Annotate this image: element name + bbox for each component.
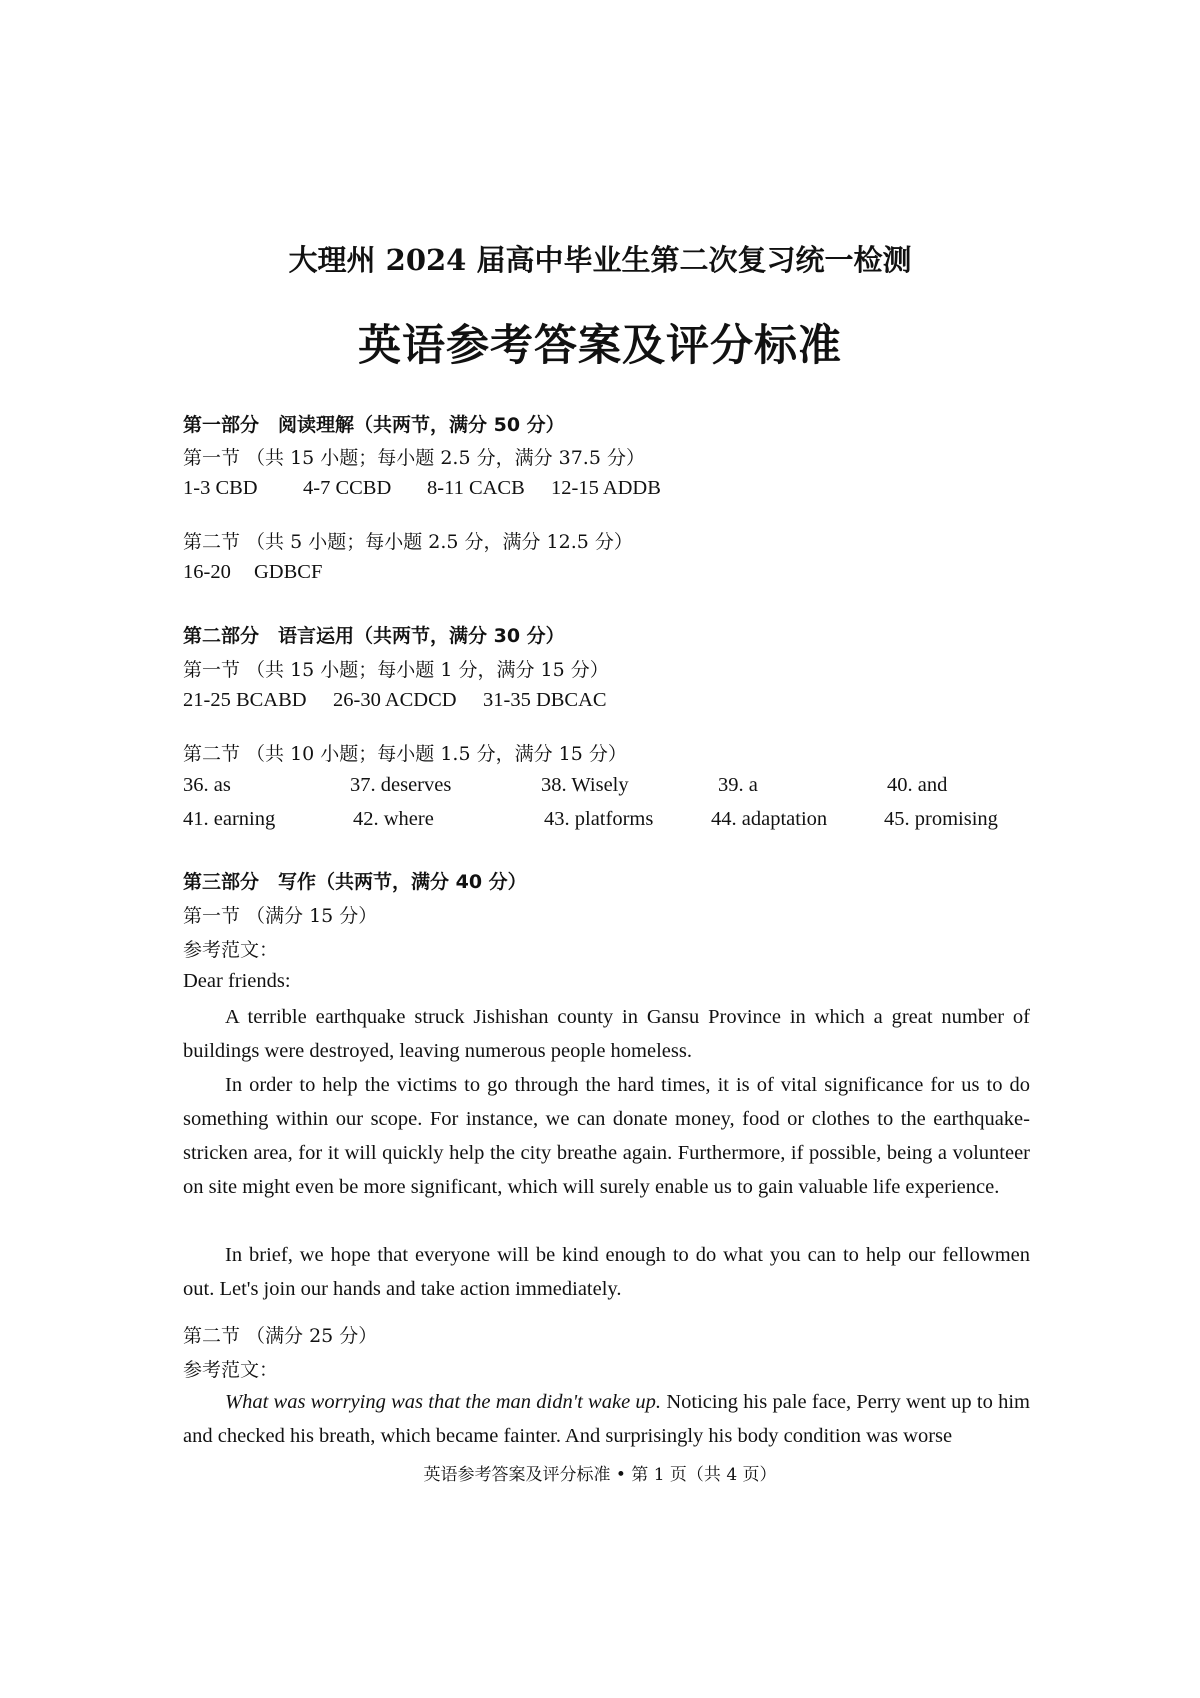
- answer-item: 43. platforms: [544, 808, 654, 830]
- story-italic-opening: What was worrying was that the man didn't wake up.: [225, 1391, 662, 1413]
- answer-group: 1-3 CBD: [183, 477, 258, 499]
- part2-heading: 第二部分 语言运用（共两节，满分 30 分）: [183, 625, 565, 647]
- essay-paragraph: In brief, we hope that everyone will be kind enough to do what you can to help our fellowmen out. Let's join our hands and take action immediately.: [183, 1244, 1030, 1300]
- sample-essay-label: 参考范文：: [183, 1359, 279, 1381]
- answer-group: 4-7 CCBD: [303, 477, 392, 499]
- answer-range: 16-20: [183, 561, 231, 583]
- story-paragraph: [183, 1385, 1030, 1453]
- answer-group: 26-30 ACDCD: [333, 689, 457, 711]
- answer-group: 31-35 DBCAC: [483, 689, 607, 711]
- answer-item: 44. adaptation: [711, 808, 828, 830]
- answer-item: 42. where: [353, 808, 434, 830]
- answer-item: 37. deserves: [350, 774, 452, 796]
- part1-sec2-heading: 第二节 （共 5 小题；每小题 2.5 分，满分 12.5 分）: [183, 531, 633, 553]
- answer-group: GDBCF: [254, 561, 323, 583]
- part3-sec1-heading: 第一节 （满分 15 分）: [183, 905, 378, 927]
- document-title: 大理州 2024 届高中毕业生第二次复习统一检测: [288, 243, 912, 277]
- part1-heading: 第一部分 阅读理解（共两节，满分 50 分）: [183, 414, 565, 436]
- essay-paragraph: A terrible earthquake struck Jishishan county in Gansu Province in which a great number of buildings were destroyed, leaving numerous people homeless.: [183, 1006, 1030, 1062]
- page-footer: 英语参考答案及评分标准 • 第 1 页（共 4 页）: [423, 1465, 777, 1485]
- story-text: Noticing his pale face, Perry went up to him and checked his breath, which became fainter. And surprisingly his body condition was worse: [183, 1391, 1030, 1447]
- answer-item: 36. as: [183, 774, 231, 796]
- answer-group: 8-11 CACB: [427, 477, 525, 499]
- part2-sec1-heading: 第一节 （共 15 小题；每小题 1 分，满分 15 分）: [183, 659, 609, 681]
- essay-paragraph: In order to help the victims to go through the hard times, it is of vital significance for us to do something within our scope. For instance, we can donate money, food or clothes to the earthquake-stricken area, for it will quickly help the city breathe again. Furthermore, if possible, being a volunteer on site might even be more significant, which will surely enable us to gain valuable life experience.: [183, 1074, 1030, 1198]
- answer-item: 41. earning: [183, 808, 276, 830]
- part3-heading: 第三部分 写作（共两节，满分 40 分）: [183, 871, 527, 893]
- answer-item: 38. Wisely: [541, 774, 629, 796]
- part3-sec2-heading: 第二节 （满分 25 分）: [183, 1325, 378, 1347]
- part2-sec2-heading: 第二节 （共 10 小题；每小题 1.5 分，满分 15 分）: [183, 743, 627, 765]
- document-subtitle: 英语参考答案及评分标准: [358, 321, 842, 371]
- part1-sec1-heading: 第一节 （共 15 小题；每小题 2.5 分，满分 37.5 分）: [183, 447, 645, 469]
- answer-item: 39. a: [718, 774, 758, 796]
- answer-item: 45. promising: [884, 808, 998, 830]
- answer-group: 12-15 ADDB: [551, 477, 661, 499]
- sample-essay-label: 参考范文：: [183, 939, 279, 961]
- salutation: Dear friends:: [183, 970, 291, 992]
- answer-group: 21-25 BCABD: [183, 689, 307, 711]
- answer-item: 40. and: [887, 774, 948, 796]
